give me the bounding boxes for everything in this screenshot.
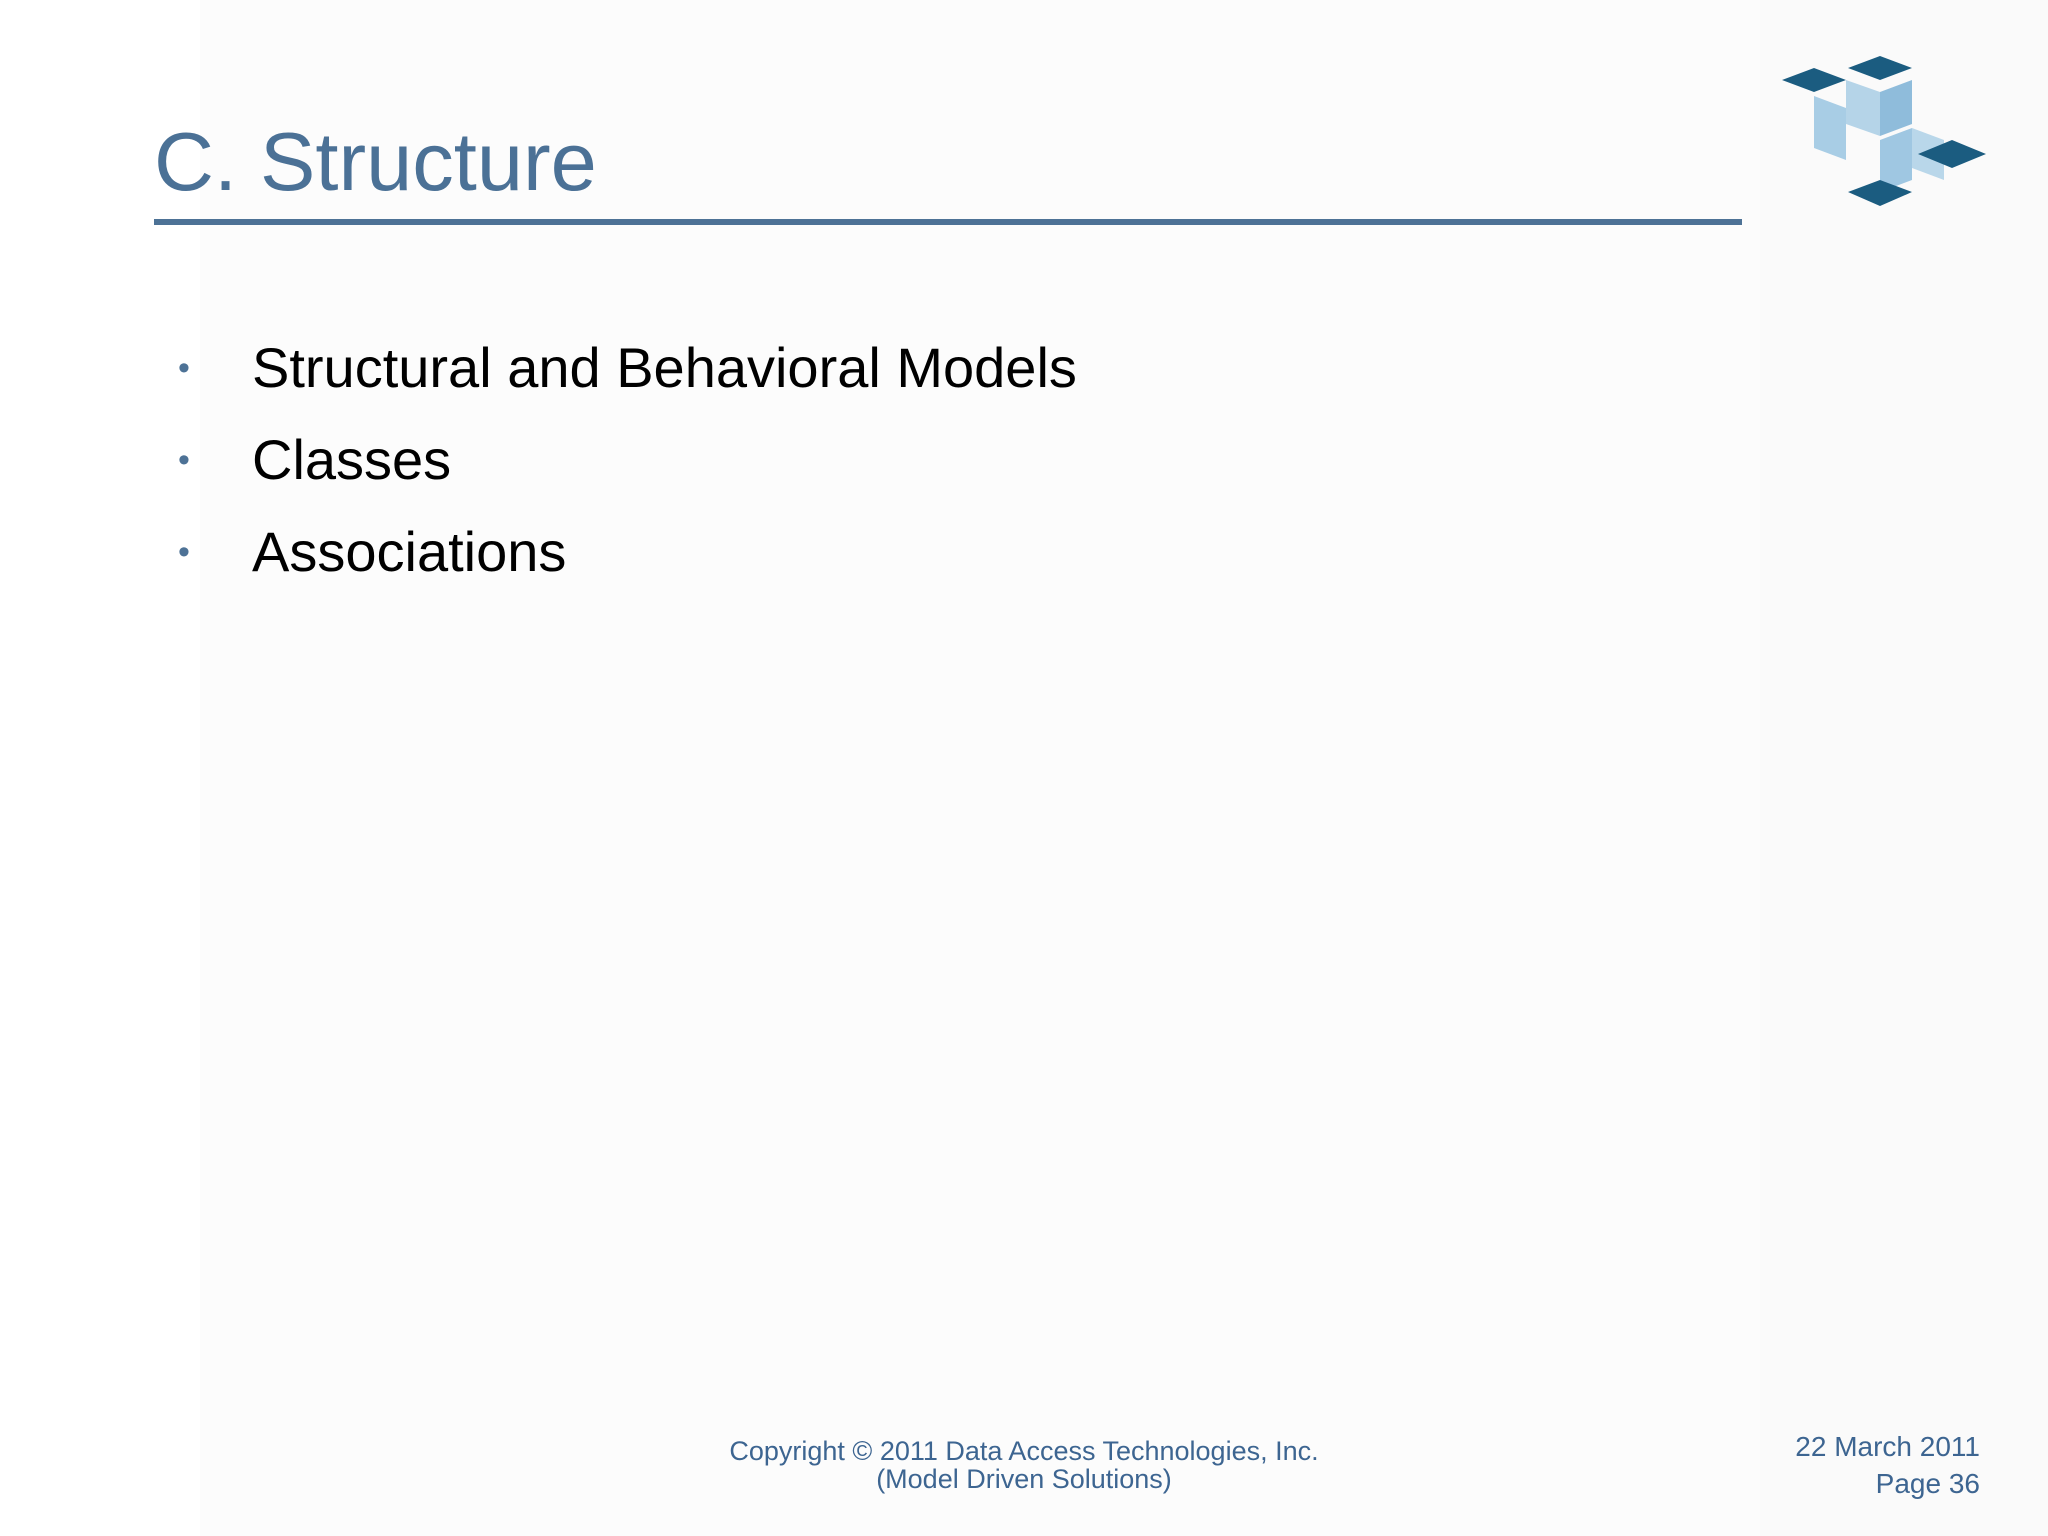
logo-center-face-right: [1880, 80, 1912, 136]
slide-title: C. Structure: [154, 115, 597, 208]
footer-date-page: [1795, 1428, 1980, 1502]
bullet-text: Structural and Behavioral Models: [252, 336, 1077, 399]
bullet-dot-icon: •: [178, 533, 190, 571]
stacked-cubes-logo-icon: [1776, 56, 1992, 212]
slide-date: 22 March 2011: [1795, 1431, 1980, 1462]
page-number: Page 36: [1875, 1468, 1980, 1499]
copyright-line: Copyright © 2011 Data Access Technologies, Inc.: [729, 1436, 1319, 1466]
logo-lower-face-left: [1814, 96, 1846, 160]
logo-center-face-left: [1846, 80, 1880, 136]
logo-left-diamond: [1782, 68, 1846, 92]
bullet-dot-icon: •: [178, 441, 190, 479]
bullet-text: Associations: [252, 520, 567, 583]
logo-bottom-diamond: [1848, 180, 1912, 206]
title-underline: [154, 219, 1742, 225]
bullet-text: Classes: [252, 428, 452, 491]
logo-top-diamond: [1848, 56, 1912, 80]
copyright-subline: (Model Driven Solutions): [876, 1464, 1172, 1494]
bullet-dot-icon: •: [178, 349, 190, 387]
footer-copyright: [640, 1437, 1408, 1493]
